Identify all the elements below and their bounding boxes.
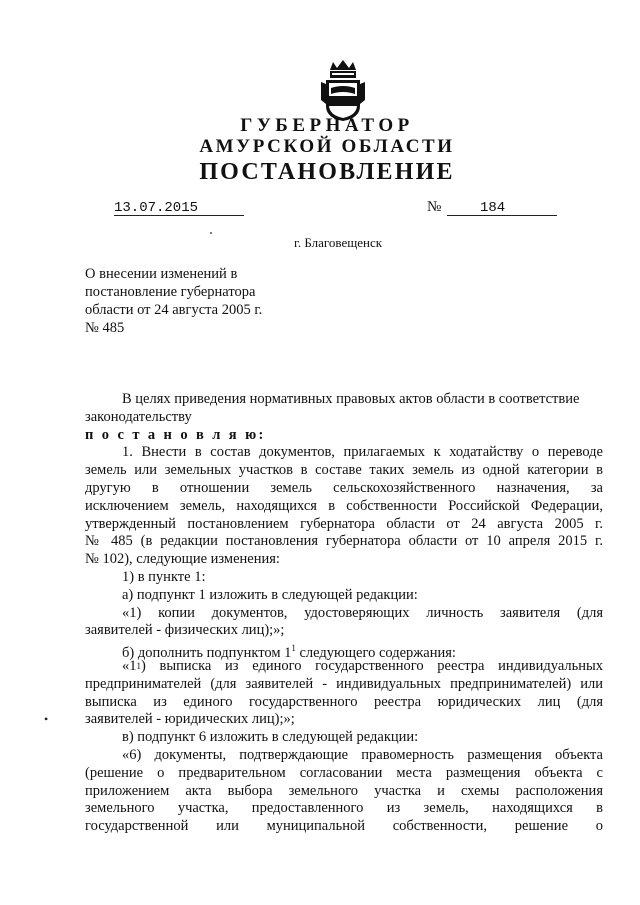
body-line-text: ) выписка из единого государственного реестра индивидуальных [141, 657, 603, 674]
body-line-text: следующего содержания: [295, 644, 456, 661]
body-line: (решение о предварительном согласовании места размещения объекта с [85, 764, 603, 781]
body-line-text: «1 [122, 657, 137, 674]
body-line: «6) документы, подтверждающие правомерность размещения объекта [122, 746, 603, 763]
body-line: земель или земельных участков в составе таких земель из одной категории в [85, 462, 603, 479]
subject-line: О внесении изменений в [85, 266, 238, 282]
body-line: законодательству [85, 408, 192, 425]
body-line: а) подпункт 1 изложить в следующей редакции: [122, 586, 418, 603]
body-line: 1. Внести в состав документов, прилагаемых к ходатайству о переводе [122, 444, 603, 461]
body-line: утвержденный постановлением губернатора области от 24 августа 2005 г. [85, 515, 603, 532]
body-line-with-superscript [85, 658, 603, 676]
body-line: в) подпункт 6 изложить в следующей редакции: [122, 729, 419, 746]
decree-subject [85, 265, 262, 337]
superscript: 1 [136, 660, 141, 671]
coat-of-arms-emblem [318, 58, 368, 122]
decree-body [85, 391, 603, 836]
body-line: заявителей - юридических лиц);»; [85, 711, 295, 728]
header-title-governor: ГУБЕРНАТОР [240, 115, 414, 136]
subject-line: постановление губернатора [85, 284, 256, 300]
subject-line: № 485 [85, 320, 125, 336]
document-date: 13.07.2015 [114, 200, 199, 216]
document-number: 184 [480, 200, 506, 216]
body-line: 1) в пункте 1: [122, 568, 206, 585]
body-line: государственной или муниципальной собственности, решение о [85, 818, 603, 835]
city-name: г. Благовещенск [293, 235, 383, 250]
body-line: В целях приведения нормативных правовых актов области в соответствие [122, 391, 580, 407]
number-label: № [427, 199, 442, 215]
body-line: выписка из единого государственного реестра юридических лиц (для [85, 693, 603, 710]
number-underline [447, 215, 557, 216]
document-type-title: ПОСТАНОВЛЕНИЕ [199, 159, 455, 185]
body-line: заявителей - физических лиц);»; [85, 622, 285, 639]
body-line: «1) копии документов, удостоверяющих личность заявителя (для [122, 604, 603, 621]
body-line: другую в отношении земель сельскохозяйственного назначения, за [85, 479, 603, 496]
margin-mark: • [44, 712, 49, 726]
body-line-text: б) дополнить подпунктом 1 [122, 644, 292, 661]
body-line: № 102), следующие изменения: [85, 551, 280, 568]
subject-line: области от 24 августа 2005 г. [85, 302, 263, 318]
body-line: предпринимателей (для заявителей - индивидуальных предпринимателей) или [85, 675, 603, 692]
date-underline [114, 215, 244, 216]
header-title-region: АМУРСКОЙ ОБЛАСТИ [199, 136, 455, 157]
decree-word: п о с т а н о в л я ю: [85, 426, 266, 443]
scan-speck [210, 232, 212, 234]
body-line-with-superscript [85, 640, 603, 661]
superscript: 1 [291, 643, 296, 654]
body-line: исключением земель, находящихся в собственности Российской Федерации, [85, 497, 603, 514]
body-line: земельного участка, предоставленного из земель, находящихся в [85, 800, 603, 817]
body-line: приложением акта выбора земельного участка и схемы расположения [85, 782, 603, 799]
body-line: № 485 (в редакции постановления губернатора области от 10 апреля 2015 г. [85, 533, 603, 550]
